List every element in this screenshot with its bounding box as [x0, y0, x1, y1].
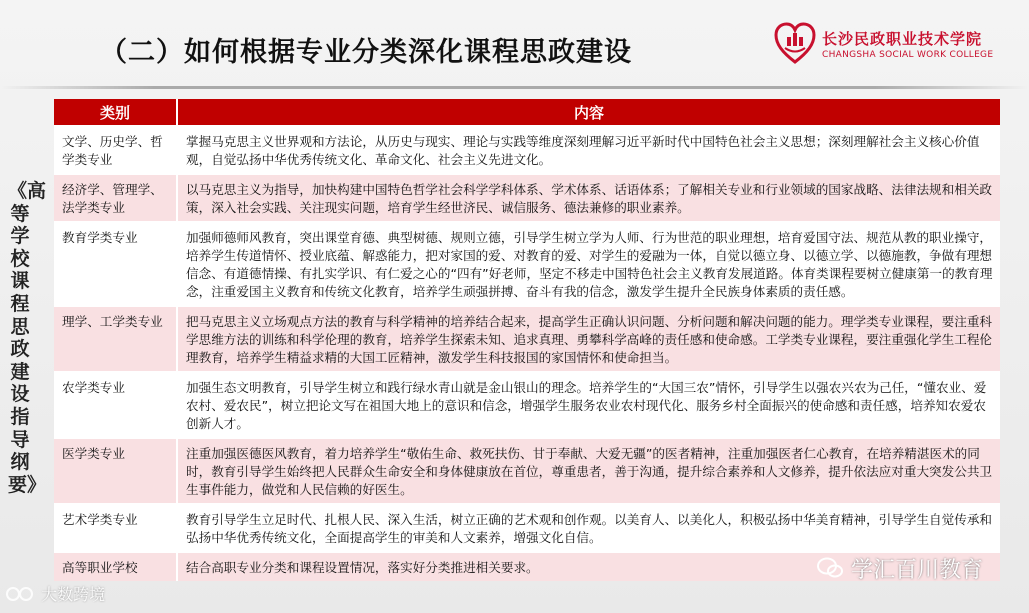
row-category: 农学类专业: [54, 372, 177, 438]
table-row: [54, 174, 1000, 222]
header-category: 类别: [54, 99, 177, 126]
table-row: [54, 126, 1000, 174]
row-content: 加强生态文明教育，引导学生树立和践行绿水青山就是金山银山的理念。培养学生的“大国三农”情怀，引导学生以强农兴农为己任，“懂农业、爱农村、爱农民”，树立把论文写在祖国大地上的意识和信念，增强学生服务农业农村现代化、服务乡村全面振兴的使命感和责任感，培养知农爱农创新人才。: [177, 372, 1000, 438]
header-divider: [0, 86, 1029, 89]
watermark-right-text: 学汇百川教育: [851, 558, 984, 583]
header-content: 内容: [177, 99, 1000, 126]
row-category: 教育学类专业: [54, 222, 177, 306]
row-category: 经济学、管理学、法学类专业: [54, 174, 177, 222]
table-row: [54, 372, 1000, 438]
watermark-left-text: 大数跨境: [41, 585, 106, 604]
watermark-right: [816, 553, 983, 586]
row-content: 结合高职专业分类和课程设置情况，落实好分类推进相关要求。: [177, 552, 1000, 581]
watermark-left: [6, 582, 105, 607]
heart-logo-icon: [774, 22, 816, 66]
college-name-cn: 长沙民政职业技术学院: [822, 30, 983, 48]
row-content: 以马克思主义为指导，加快构建中国特色哲学社会科学学科体系、学术体系、话语体系；了解相关专业和行业领域的国家战略、法律法规和相关政策，深入社会实践、关注现实问题，培育学生经世济民、诚信服务、德法兼修的职业素养。: [177, 174, 1000, 222]
row-category: 文学、历史学、哲学类专业: [54, 126, 177, 174]
row-content: 加强师德师风教育，突出课堂育德、典型树德、规则立德，引导学生树立学为人师、行为世范的职业理想，培育爱国守法、规范从教的职业操守，培养学生传道情怀、授业底蕴、解惑能力，把对家国的爱、对教育的爱、对学生的爱融为一体，自觉以德立身、以德立学、以德施教，争做有理想信念、有道德情操、有扎实学识、有仁爱之心的“四有”好老师，坚定不移走中国特色社会主义教育发展道路。体育类课程要树立健康第一的教育理念，注重爱国主义教育和传统文化教育，培养学生顽强拼搏、奋斗有我的信念，激发学生提升全民族身体素质的责任感。: [177, 222, 1000, 306]
row-content: 掌握马克思主义世界观和方法论，从历史与现实、理论与实践等维度深刻理解习近平新时代中国特色社会主义思想；深刻理解社会主义核心价值观，自觉弘扬中华优秀传统文化、革命文化、社会主义先进文化。: [177, 126, 1000, 174]
table-row: [54, 504, 1000, 552]
row-content: 把马克思主义立场观点方法的教育与科学精神的培养结合起来，提高学生正确认识问题、分析问题和解决问题的能力。理学类专业课程，要注重科学思维方法的训练和科学伦理的教育，培养学生探索未知、追求真理、勇攀科学高峰的责任感和使命感。工学类专业课程，要注重强化学生工程伦理教育，培养学生精益求精的大国工匠精神，激发学生科技报国的家国情怀和使命担当。: [177, 306, 1000, 372]
row-category: 医学类专业: [54, 438, 177, 504]
row-category: 高等职业学校: [54, 552, 177, 581]
row-category: 理学、工学类专业: [54, 306, 177, 372]
side-label: 《高等学校课程思政建设指导纲要》: [8, 180, 47, 496]
row-category: 艺术学类专业: [54, 504, 177, 552]
watermark-logo-icon: [6, 585, 36, 607]
wechat-icon: [816, 556, 844, 586]
curriculum-table: [54, 99, 1000, 581]
table-header-row: [54, 99, 1000, 126]
table-row: [54, 222, 1000, 306]
college-name-en: CHANGSHA SOCIAL WORK COLLEGE: [822, 50, 994, 60]
row-content: 教育引导学生立足时代、扎根人民、深入生活，树立正确的艺术观和创作观。以美育人、以美化人，积极弘扬中华美育精神，引导学生自觉传承和弘扬中华优秀传统文化，全面提高学生的审美和人文素养，增强文化自信。: [177, 504, 1000, 552]
table-row: [54, 438, 1000, 504]
row-content: 注重加强医德医风教育，着力培养学生“敬佑生命、救死扶伤、甘于奉献、大爱无疆”的医者精神，注重加强医者仁心教育，在培养精湛医术的同时，教育引导学生始终把人民群众生命安全和身体健康放在首位，尊重患者，善于沟通，提升综合素养和人文修养，提升依法应对重大突发公共卫生事件能力，做党和人民信赖的好医生。: [177, 438, 1000, 504]
table-row: [54, 306, 1000, 372]
college-logo: [774, 22, 1014, 72]
page-title: （二）如何根据专业分类深化课程思政建设: [100, 37, 632, 68]
